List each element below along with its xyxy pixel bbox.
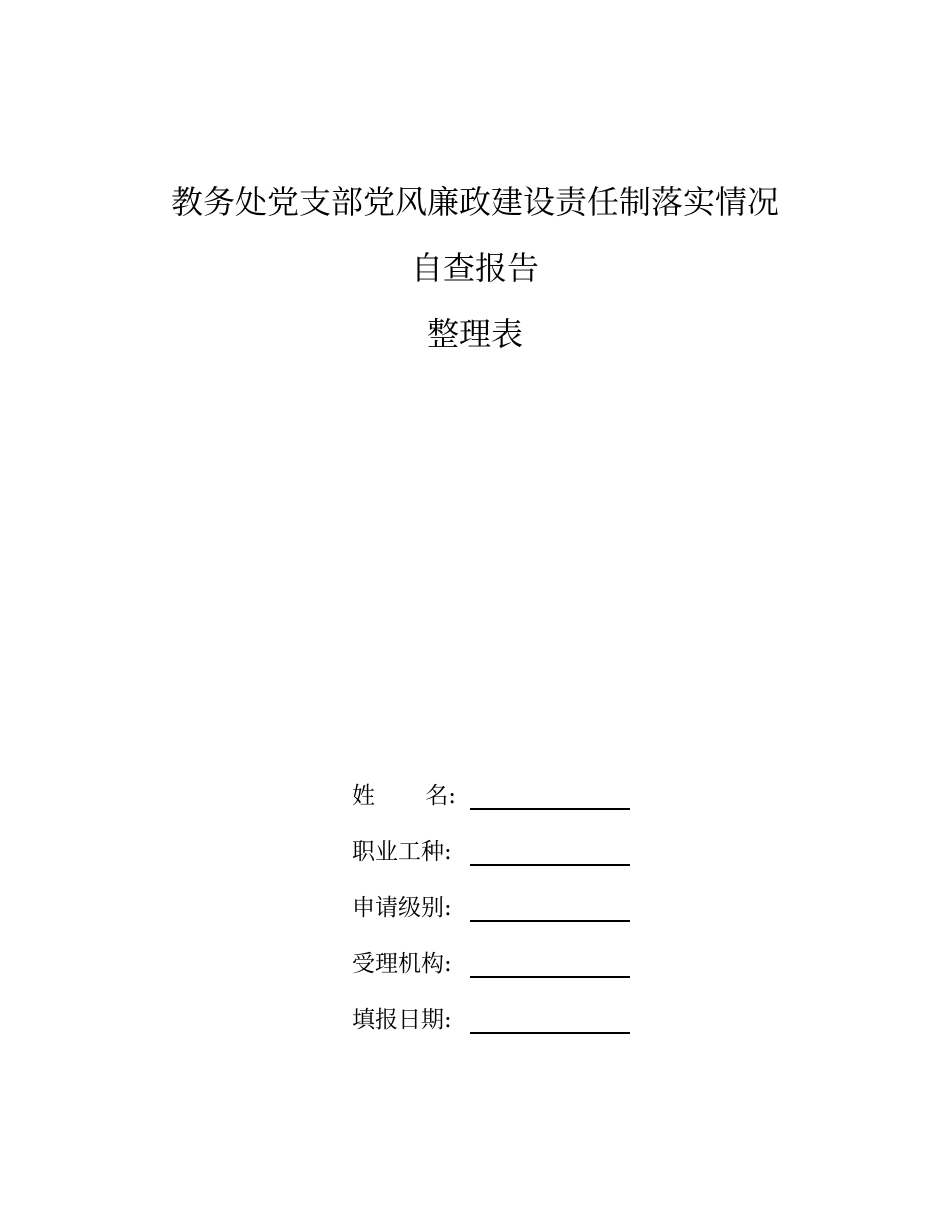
document-subtitle: 自查报告 [410, 249, 539, 287]
form-row-date [352, 1002, 642, 1058]
level-field-line[interactable] [470, 920, 630, 922]
info-form [352, 778, 642, 1058]
occupation-label: 职业工种: [352, 839, 452, 865]
date-label: 填报日期: [352, 1007, 452, 1033]
document-title: 教务处党支部党风廉政建设责任制落实情况 [170, 183, 779, 221]
name-label-char2: 名: [425, 783, 456, 809]
form-row-name [352, 778, 642, 834]
name-field-line[interactable] [470, 808, 630, 810]
date-field-line[interactable] [470, 1032, 630, 1034]
occupation-field-line[interactable] [470, 864, 630, 866]
agency-label: 受理机构: [352, 951, 452, 977]
name-label [352, 778, 456, 814]
form-row-level [352, 890, 642, 946]
agency-field-line[interactable] [470, 976, 630, 978]
name-label-char1: 姓 [352, 783, 375, 809]
document-form-title: 整理表 [426, 315, 523, 353]
level-label: 申请级别: [352, 895, 452, 921]
form-row-occupation [352, 834, 642, 890]
form-row-agency [352, 946, 642, 1002]
